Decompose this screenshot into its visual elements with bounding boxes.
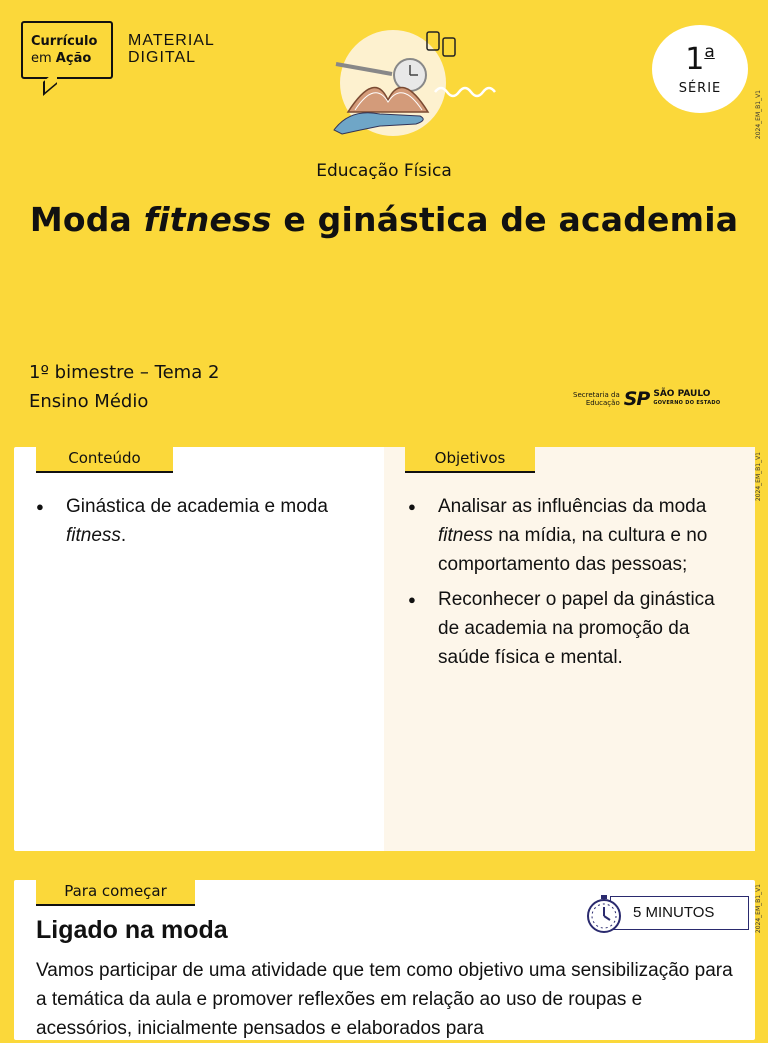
material-digital-logo [128, 32, 215, 66]
subject-label: Educação Física [316, 161, 452, 181]
list-item: ● Analisar as influências da moda fitness na mídia, na cultura e no comportamento das pessoas; [406, 492, 736, 579]
list-item: ● Ginástica de academia e moda fitness. [34, 492, 364, 550]
list-item: ● Reconhecer o papel da ginástica de academia na promoção da saúde física e mental. [406, 585, 736, 672]
para-comecar-header: Para começar [36, 880, 195, 906]
level-label: Ensino Médio [29, 391, 149, 412]
section-heading: Ligado na moda [36, 916, 228, 944]
timer-badge [584, 894, 749, 932]
para-comecar-card [14, 880, 755, 1040]
version-tag: 2024_EM_B1_V1 [755, 90, 762, 140]
serie-number: 1$^a$ [685, 42, 715, 77]
material-digital-line2: DIGITAL [128, 49, 197, 66]
sp-mark: SP [623, 388, 650, 410]
logo-line1: Currículo [31, 34, 98, 49]
stopwatch-icon [584, 894, 628, 936]
content-objectives-card [14, 447, 755, 851]
objetivos-header: Objetivos [405, 447, 535, 473]
version-tag: 2024_EM_B1_V1 [755, 884, 762, 934]
timer-label: 5 MINUTOS [610, 896, 749, 930]
conteudo-list [34, 492, 364, 556]
course-meta [29, 358, 219, 416]
section-body: Vamos participar de uma atividade que tem como objetivo uma sensibilização para a temática da aula e promover reflexões em relação ao uso de roupas e acessórios, inicialmente pensados e elaborados para [36, 960, 733, 1039]
curriculo-em-acao-logo [21, 21, 113, 79]
speech-tail [43, 70, 57, 96]
bimestre-label: 1º bimestre – Tema 2 [29, 362, 220, 383]
objetivos-list [406, 492, 736, 678]
conteudo-header: Conteúdo [36, 447, 173, 473]
secretaria-text: Secretaria da Educação [573, 391, 620, 407]
logo-line2: em Ação [31, 51, 92, 66]
serie-label: SÉRIE [678, 81, 722, 96]
sao-paulo-education-logo [573, 388, 720, 410]
page-title: Moda fitness e ginástica de academia [29, 200, 739, 239]
version-tag: 2024_EM_B1_V1 [755, 452, 762, 502]
government-text: SÃO PAULO GOVERNO DO ESTADO [653, 389, 721, 406]
material-digital-line1: MATERIAL [128, 32, 215, 49]
book-hand-illustration [330, 30, 510, 140]
serie-badge [652, 25, 748, 113]
